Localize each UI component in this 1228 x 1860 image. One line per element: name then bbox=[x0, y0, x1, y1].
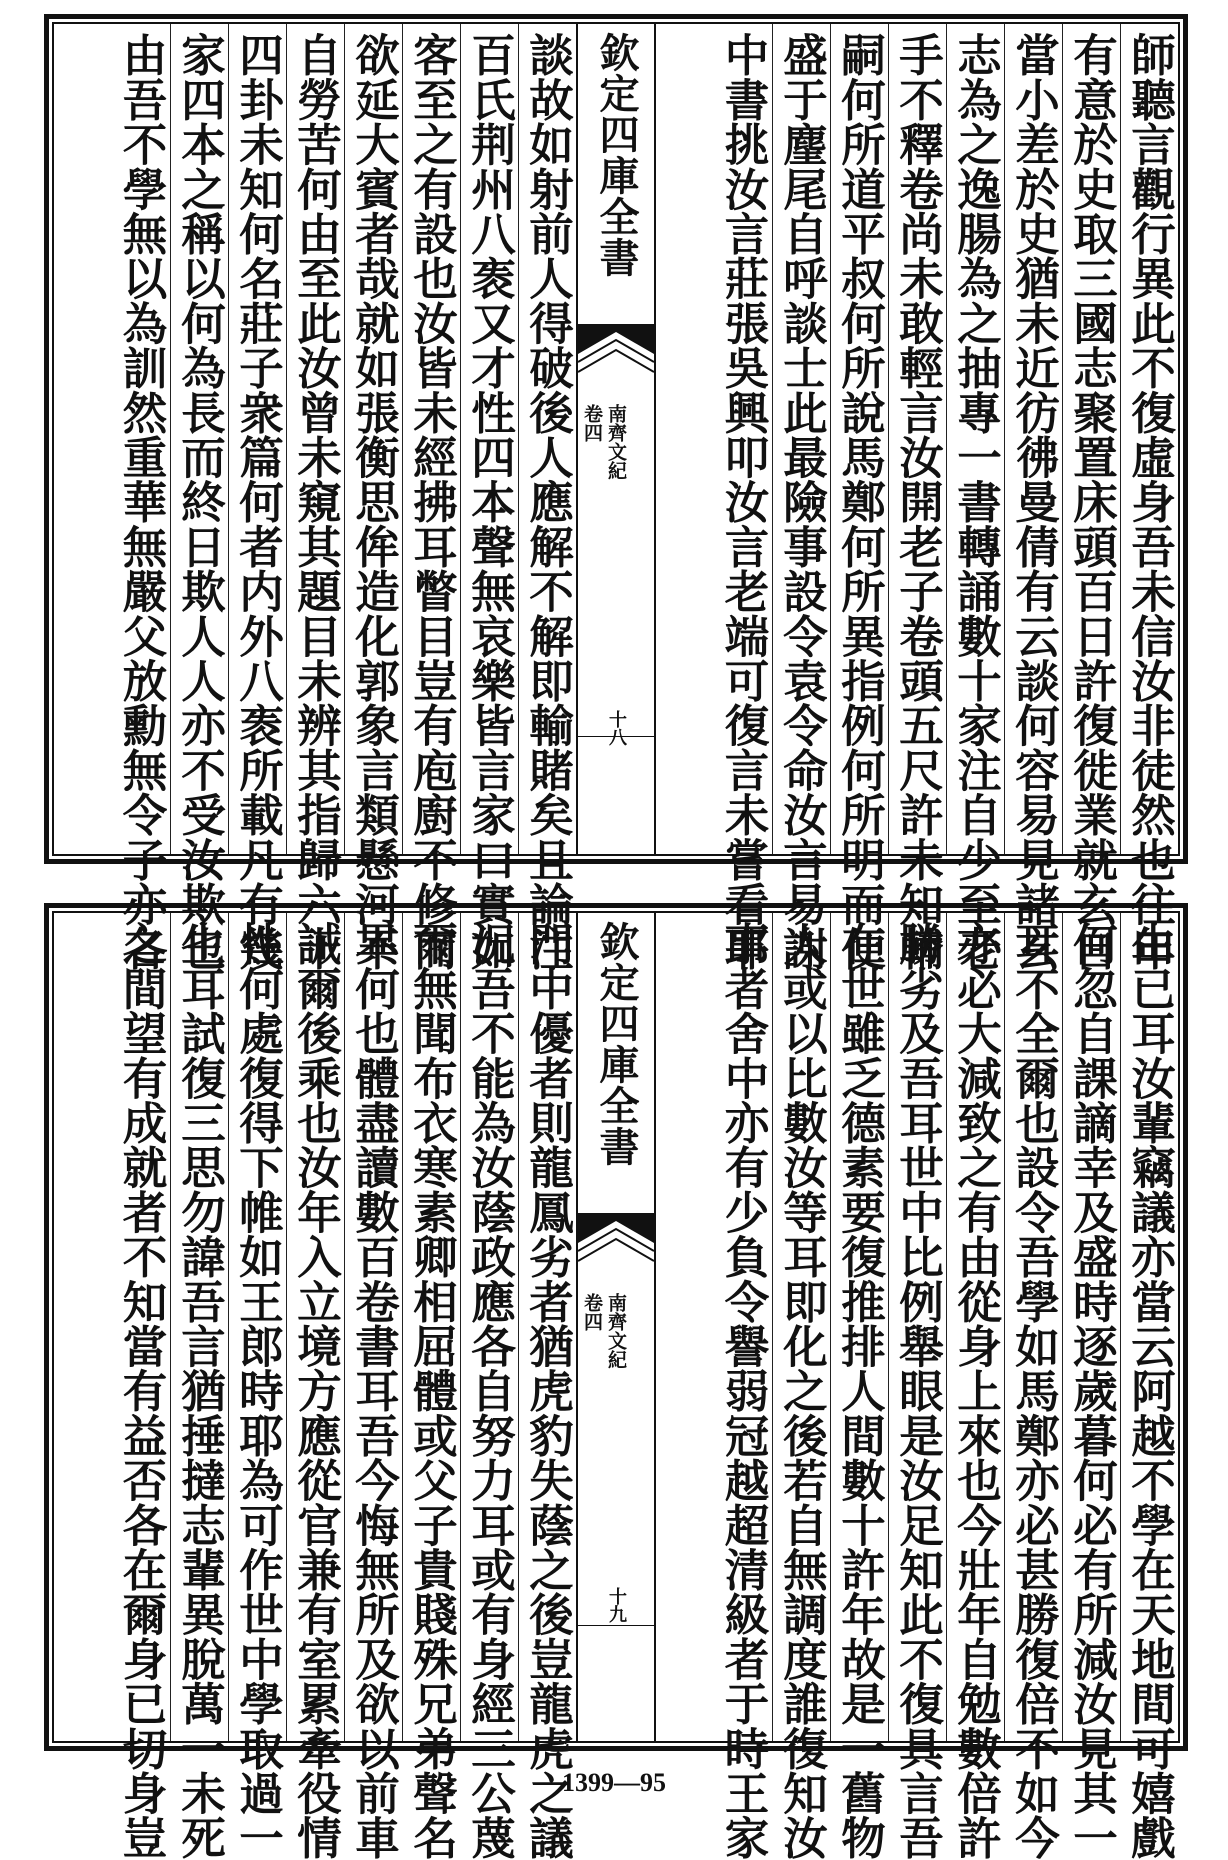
text-column: 當小差於史猶未近彷彿曼倩有云談何容易見諸玄 bbox=[1004, 24, 1062, 854]
right-half-text bbox=[656, 24, 1178, 971]
book-series-title: 欽定四庫全書 bbox=[593, 921, 640, 1167]
left-half-text bbox=[54, 913, 576, 1860]
text-column: 由吾不學無以為訓然重華無嚴父放勳無令子亦各 bbox=[115, 32, 167, 971]
page-number: 1399—95 bbox=[562, 1768, 666, 1797]
text-column: 亦必大減致之有由從身上來也今壯年自勉數倍許 bbox=[946, 913, 1004, 1741]
text-column: 由已耳汝輩竊議亦當云阿越不學在天地間可嬉戲 bbox=[1120, 913, 1178, 1741]
folio-number: 十八 bbox=[606, 710, 627, 746]
folio-rule bbox=[578, 736, 654, 737]
book-series-title: 欽定四庫全書 bbox=[593, 32, 640, 278]
text-column: 人或以比數汝等耳即化之後若自無調度誰復知汝 bbox=[772, 913, 830, 1741]
folio-number: 十九 bbox=[606, 1587, 627, 1623]
text-column: 家四本之稱以何為長而終日欺人人亦不受汝欺也 bbox=[170, 24, 228, 854]
book-name: 南齊文紀 bbox=[605, 1293, 627, 1369]
page-folio-18 bbox=[44, 14, 1188, 971]
text-column: 誡爾後乘也汝年入立境方應從官兼有室累牽役情 bbox=[286, 913, 344, 1741]
right-half-text bbox=[656, 913, 1178, 1860]
volume-label: 卷四 bbox=[581, 404, 603, 442]
center-fold-strip bbox=[576, 913, 656, 1741]
text-column: 手不釋卷尚未敢輕言汝開老子卷頭五尺許未知輔 bbox=[888, 24, 946, 854]
text-column: 欲延大賓者哉就如張衡思侔造化郭象言類懸河不 bbox=[344, 24, 402, 854]
center-fold-strip bbox=[576, 24, 656, 854]
text-column: 之間望有成就者不知當有益否各在爾身已切身豈 bbox=[115, 921, 167, 1860]
text-column: 中書挑汝言莊張吳興叩汝言老端可復言未嘗看耶 bbox=[717, 32, 769, 971]
text-column: 異何也體盡讀數百卷書耳吾今悔無所及欲以前車 bbox=[344, 913, 402, 1741]
text-column: 有意於史取三國志聚置床頭百日許復徙業就玄自 bbox=[1062, 24, 1120, 854]
text-column: 談故如射前人得破後人應解不解即輸賭矣且論注 bbox=[518, 24, 576, 854]
text-column: 自勞苦何由至此汝曾未窺其題目未辨其指歸六十 bbox=[286, 24, 344, 854]
text-column: 在世雖乏德素要復推排人間數十許年故是一舊物 bbox=[830, 913, 888, 1741]
book-name: 南齊文紀 bbox=[605, 404, 627, 480]
text-column: 性何處復得下帷如王郎時耶為可作世中學取過一 bbox=[228, 913, 286, 1741]
text-column: 師聽言觀行異此不復虛身吾未信汝非徒然也往年 bbox=[1120, 24, 1178, 854]
text-column: 生耳試復三思勿諱吾言猶捶撻志輩異脫萬一未死 bbox=[170, 913, 228, 1741]
text-column: 嗣何所道平叔何所說馬鄭何所異指例何所明而便 bbox=[830, 24, 888, 854]
text-column: 勝劣及吾耳世中比例舉眼是汝足知此不復具言吾 bbox=[888, 913, 946, 1741]
text-column: 何忽自課謫幸及盛時逐歲暮何必有所減汝見其一 bbox=[1062, 913, 1120, 1741]
fishtail-mark-icon bbox=[578, 324, 654, 394]
text-column: 志為之逸腸為之抽專一書轉誦數十家注自少至老 bbox=[946, 24, 1004, 854]
folio-rule bbox=[578, 1625, 654, 1626]
text-column: 況吾不能為汝蔭政應各自努力耳或有身經三公蔑 bbox=[460, 913, 518, 1741]
text-column: 耳不全爾也設令吾學如馬鄭亦必甚勝復倍不如今 bbox=[1004, 913, 1062, 1741]
text-column: 爾無聞布衣寒素卿相屈體或父子貴賤殊兄弟聲名 bbox=[402, 913, 460, 1741]
text-column: 百氏荆州八袠又才性四本聲無哀樂皆言家口實如 bbox=[460, 24, 518, 854]
left-half-text bbox=[54, 24, 576, 971]
text-column: 客至之有設也汝皆未經拂耳瞥目豈有庖廚不修而 bbox=[402, 24, 460, 854]
text-column: 四卦未知何名莊子衆篇何者内外八袠所載凡有幾 bbox=[228, 24, 286, 854]
text-column: 盛于麈尾自呼談士此最險事設令袁令命汝言易謝 bbox=[772, 24, 830, 854]
fishtail-mark-icon bbox=[578, 1213, 654, 1283]
volume-label: 卷四 bbox=[581, 1293, 603, 1331]
text-column: 事者舍中亦有少負令譽弱冠越超清級者于時王家 bbox=[717, 921, 769, 1860]
text-column: 門中優者則龍鳳劣者猶虎豹失蔭之後豈龍虎之議 bbox=[518, 913, 576, 1741]
